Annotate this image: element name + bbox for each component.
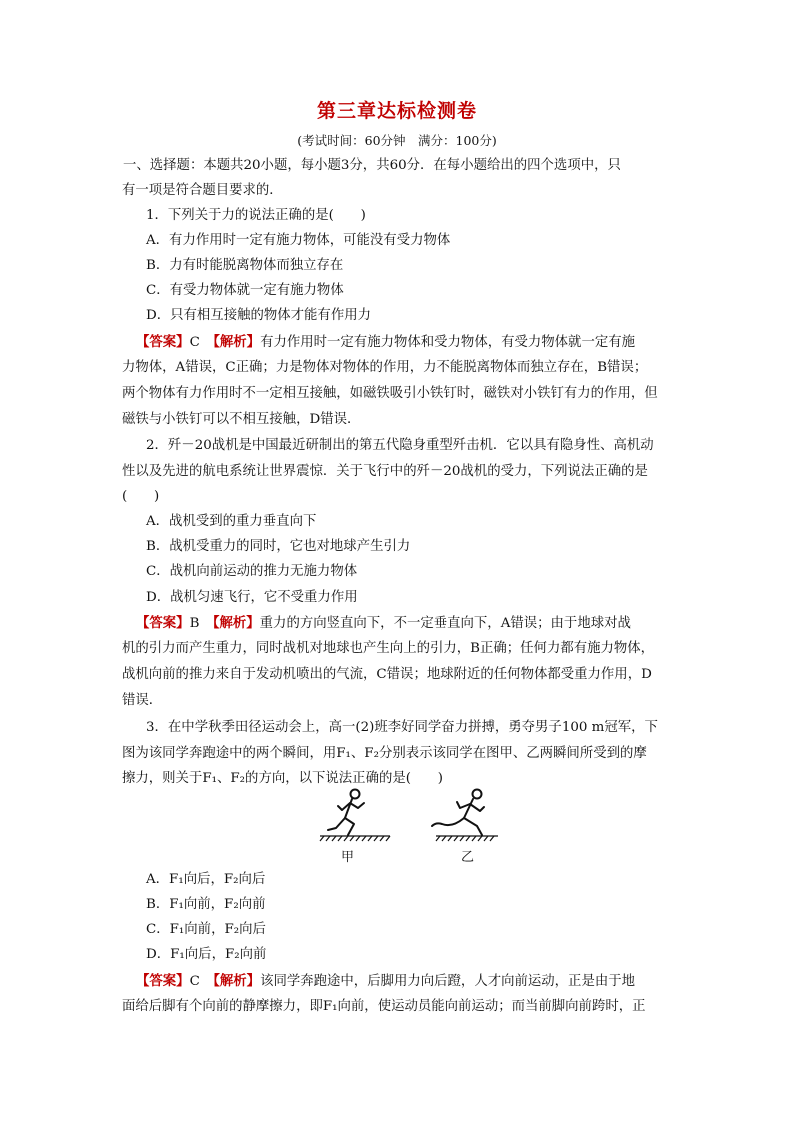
- q2-analysis: 重力的方向竖直向下，不一定垂直向下，A错误；由于地球对战: [259, 616, 631, 631]
- q1-option-a: A．有力作用时一定有施力物体，可能没有受力物体: [146, 233, 451, 248]
- q3-option-d: D．F₁向后，F₂向前: [146, 947, 267, 962]
- section-instruction-cont: 有一项是符合题目要求的．: [122, 183, 283, 198]
- analysis-tag: 【解析】: [213, 973, 261, 989]
- ground-jia: [320, 836, 390, 841]
- q3-stem-cont: 擦力，则关于F₁、F₂的方向，以下说法正确的是( ): [122, 771, 443, 786]
- q1-option-c: C．有受力物体就一定有施力物体: [146, 283, 344, 298]
- figure-label-jia: 甲: [341, 850, 355, 865]
- q3-answer-line: [136, 972, 635, 991]
- runner-yi-icon: [432, 790, 484, 836]
- page-title: 第三章达标检测卷: [316, 100, 477, 122]
- q1-analysis-cont: 两个物体有力作用时不一定相互接触，如磁铁吸引小铁钉时，磁铁对小铁钉有力的作用，但: [122, 386, 658, 401]
- q1-stem: 1．下列关于力的说法正确的是( ): [146, 208, 366, 223]
- answer-tag: 【答案】: [136, 334, 190, 350]
- q1-answer: C: [189, 335, 200, 350]
- q2-option-d: D．战机匀速飞行，它不受重力作用: [146, 590, 358, 605]
- q1-analysis: 有力作用时一定有施力物体和受力物体，有受力物体就一定有施: [260, 335, 636, 350]
- q3-analysis-cont: 面给后脚有个向前的静摩擦力，即F₁向前，使运动员能向前运动；而当前脚向前跨时，正: [122, 999, 646, 1014]
- analysis-tag: 【解析】: [212, 615, 260, 631]
- section-instruction: 一、选择题：本题共20小题，每小题3分，共60分．在每小题给出的四个选项中，只: [123, 158, 621, 173]
- q2-stem-cont: 性以及先进的航电系统让世界震惊．关于飞行中的歼－20战机的受力，下列说法正确的是: [122, 464, 648, 479]
- q3-option-a: A．F₁向后，F₂向后: [146, 872, 266, 887]
- q3-answer: C: [189, 974, 200, 989]
- q2-analysis-cont: 错误．: [122, 693, 163, 708]
- q2-answer-line: [136, 614, 631, 633]
- answer-tag: 【答案】: [136, 973, 190, 989]
- q3-option-c: C．F₁向前，F₂向后: [146, 922, 266, 937]
- q1-answer-line: [136, 333, 635, 352]
- exam-info: (考试时间：60分钟 满分：100分): [297, 133, 497, 148]
- q3-stem: 3．在中学秋季田径运动会上，高一(2)班李好同学奋力拼搏，勇夺男子100 m冠军，下: [146, 720, 658, 735]
- q2-analysis-cont: 战机向前的推力来自于发动机喷出的气流，C错误；地球附近的任何物体都受重力作用，D: [122, 667, 652, 682]
- q3-stem-cont: 图为该同学奔跑途中的两个瞬间，用F₁、F₂分别表示该同学在图甲、乙两瞬间所受到的摩: [122, 746, 647, 761]
- q2-analysis-cont: 机的引力而产生重力，同时战机对地球也产生向上的引力，B正确；任何力都有施力物体，: [122, 641, 655, 656]
- q2-answer: B: [189, 616, 200, 631]
- q3-analysis: 该同学奔跑途中，后脚用力向后蹬，人才向前运动，正是由于地: [260, 974, 636, 989]
- q1-option-d: D．只有相互接触的物体才能有作用力: [146, 308, 371, 323]
- q2-stem-cont: ( ): [122, 489, 160, 504]
- q2-option-a: A．战机受到的重力垂直向下: [146, 514, 317, 529]
- figure-label-yi: 乙: [461, 850, 475, 865]
- ground-yi: [436, 836, 498, 841]
- q2-option-b: B．战机受重力的同时，它也对地球产生引力: [146, 539, 411, 554]
- runner-jia-icon: [328, 790, 364, 836]
- q1-option-b: B．力有时能脱离物体而独立存在: [146, 258, 344, 273]
- q2-stem: 2．歼－20战机是中国最近研制出的第五代隐身重型歼击机．它以具有隐身性、高机动: [146, 438, 654, 453]
- analysis-tag: 【解析】: [213, 334, 261, 350]
- q3-figure: [312, 786, 502, 866]
- q2-option-c: C．战机向前运动的推力无施力物体: [146, 564, 358, 579]
- answer-tag: 【答案】: [136, 615, 190, 631]
- q3-option-b: B．F₁向前，F₂向前: [146, 897, 266, 912]
- q1-analysis-cont: 磁铁与小铁钉可以不相互接触，D错误．: [122, 412, 361, 427]
- q1-analysis-cont: 力物体，A错误，C正确；力是物体对物体的作用，力不能脱离物体而独立存在，B错误；: [122, 360, 648, 375]
